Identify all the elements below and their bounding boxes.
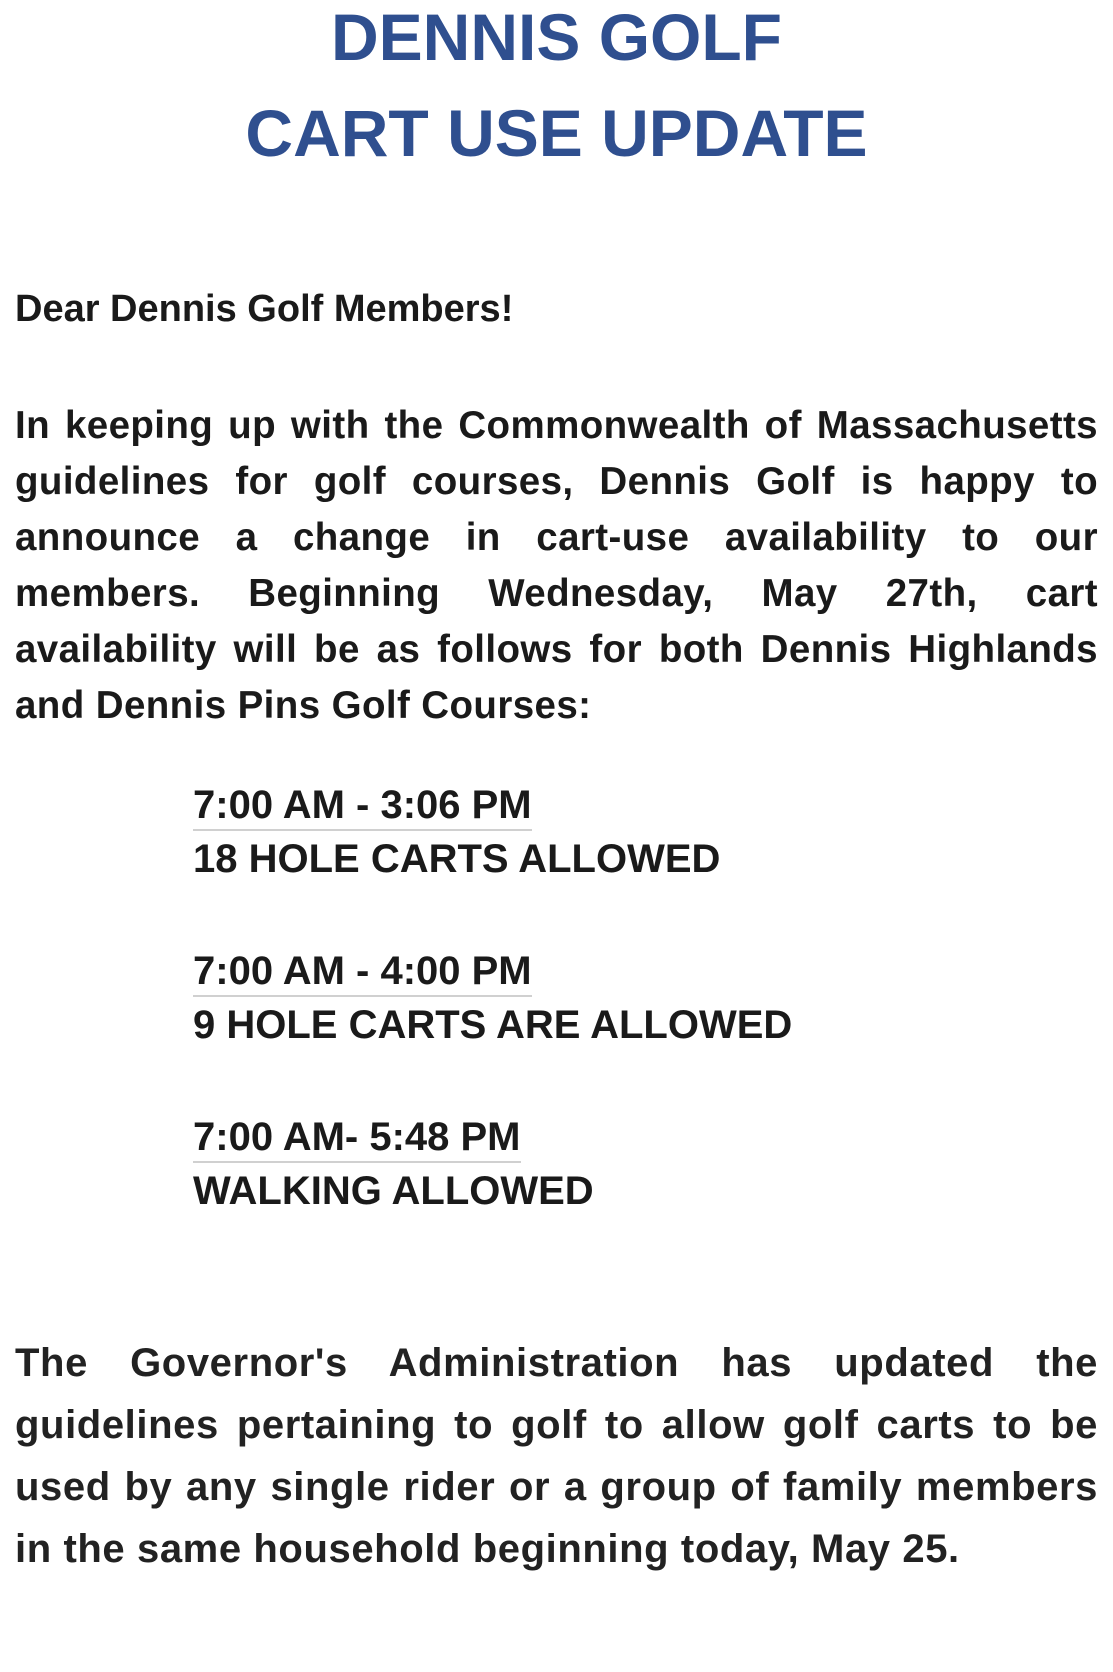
schedule-item-18-hole — [193, 783, 720, 881]
schedule-description: 9 HOLE CARTS ARE ALLOWED — [193, 1003, 793, 1047]
schedule-item-walking — [193, 1115, 594, 1213]
schedule-time: 7:00 AM - 4:00 PM — [193, 949, 532, 997]
title-line-2: CART USE UPDATE — [245, 96, 868, 170]
schedule-description: 18 HOLE CARTS ALLOWED — [193, 837, 721, 881]
schedule-time: 7:00 AM - 3:06 PM — [193, 783, 532, 831]
greeting: Dear Dennis Golf Members! — [15, 288, 514, 330]
title-line-1: DENNIS GOLF — [330, 0, 782, 74]
closing-paragraph: The Governor's Administration has updated the guidelines pertaining to golf to allow golf carts to be used by any single rider or a group of family members in the same household beginning today, May 25. — [15, 1341, 1098, 1571]
schedule-time: 7:00 AM- 5:48 PM — [193, 1115, 521, 1163]
schedule-item-9-hole — [193, 949, 792, 1047]
schedule-description: WALKING ALLOWED — [193, 1169, 594, 1213]
intro-paragraph: In keeping up with the Commonwealth of Massachusetts guidelines for golf courses, Dennis Golf is happy to announce a change in cart-use availability to our members. Beginning Wednesday, May 27th, cart availability will be as follows for both Dennis Highlands and Dennis Pins Golf Courses: — [15, 404, 1098, 727]
